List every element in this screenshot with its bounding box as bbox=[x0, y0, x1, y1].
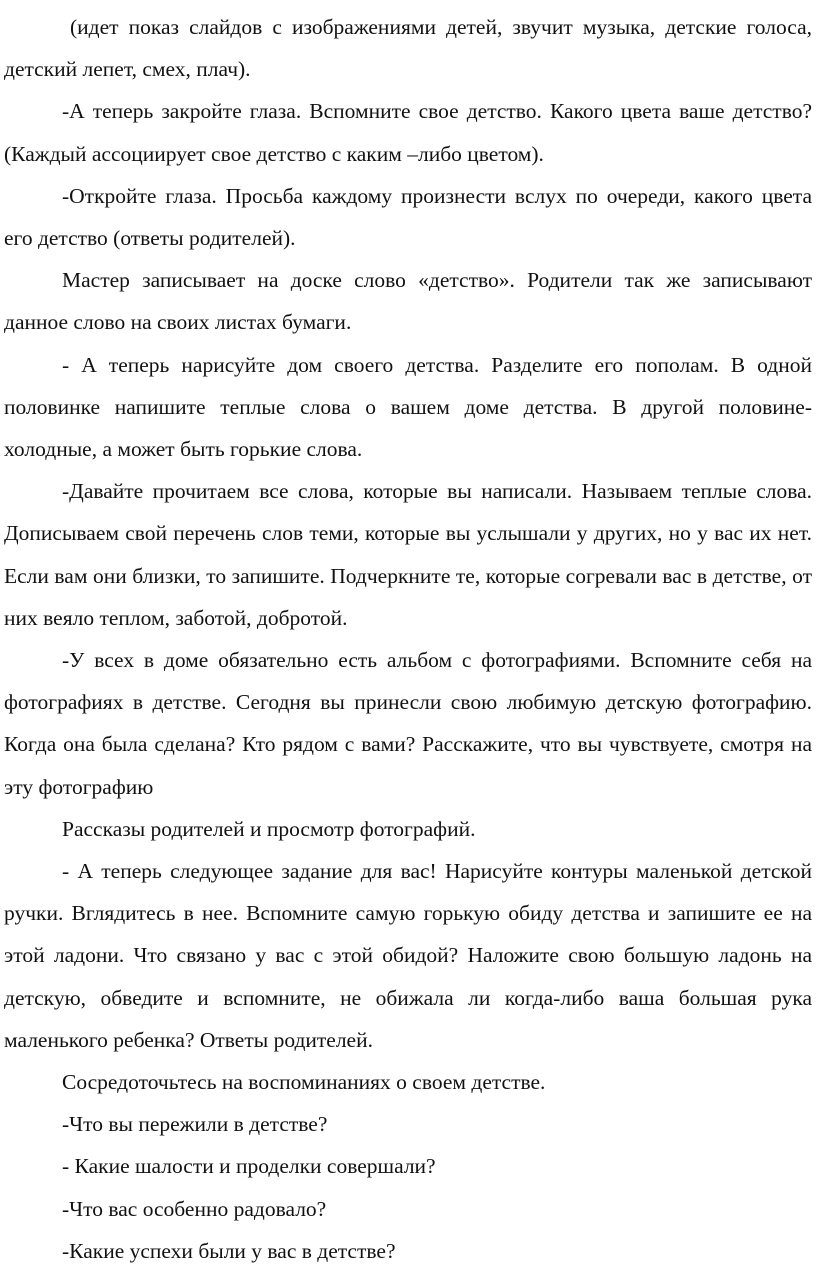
paragraph-open-eyes: -Откройте глаза. Просьба каждому произнести вслух по очереди, какого цвета его детство (ответы родителей). bbox=[4, 183, 812, 251]
paragraph-parent-stories: Рассказы родителей и просмотр фотографий. bbox=[62, 816, 476, 841]
question-pranks: - Какие шалости и проделки совершали? bbox=[62, 1154, 436, 1179]
paragraph-master-writes: Мастер записывает на доске слово «детство». Родители так же записывают данное слово на своих листах бумаги. bbox=[4, 268, 812, 335]
paragraph-slideshow-note: (идет показ слайдов с изображениями детей, звучит музыка, детские голоса, детский лепет, смех, плач). bbox=[4, 15, 812, 82]
paragraph-focus-memories: Сосредоточьтесь на воспоминаниях о своем детстве. bbox=[62, 1070, 546, 1095]
question-successes: -Какие успехи были у вас в детстве? bbox=[62, 1238, 396, 1263]
question-experienced: -Что вы пережили в детстве? bbox=[62, 1112, 328, 1137]
paragraph-photo-album: -У всех в доме обязательно есть альбом с фотографиями. Вспомните себя на фотографиях в детстве. Сегодня вы принесли свою любимую детскую фотографию. Когда она была сделана? Кто рядом с вами? Расскажите, что вы чувствуете, смотря на эту фотографию bbox=[4, 648, 812, 799]
paragraph-draw-house: - А теперь нарисуйте дом своего детства. Разделите его пополам. В одной половинке напишите теплые слова о вашем доме детства. В другой половине- холодные, а может быть горькие слова. bbox=[4, 352, 812, 462]
paragraph-child-hand: - А теперь следующее задание для вас! Нарисуйте контуры маленькой детской ручки. Вглядитесь в нее. Вспомните самую горькую обиду детства и запишите ее на этой ладони. Что связано у вас с этой обидой? Наложите свою большую ладонь на детскую, обведите и вспомните, не обижала ли когда-либо ваша большая рука маленького ребенка? Ответы родителей. bbox=[4, 859, 812, 1052]
paragraph-read-words: -Давайте прочитаем все слова, которые вы написали. Называем теплые слова. Дописываем свой перечень слов теми, которые вы услышали у других, но у вас их нет. Если вам они близки, то запишите. Подчеркните те, которые согревали вас в детстве, от них веяло теплом, заботой, добротой. bbox=[4, 479, 812, 630]
question-joy: -Что вас особенно радовало? bbox=[62, 1196, 327, 1221]
paragraph-close-eyes: -А теперь закройте глаза. Вспомните свое детство. Какого цвета ваше детство? (Каждый ассоциирует свое детство с каким –либо цветом). bbox=[4, 99, 812, 166]
